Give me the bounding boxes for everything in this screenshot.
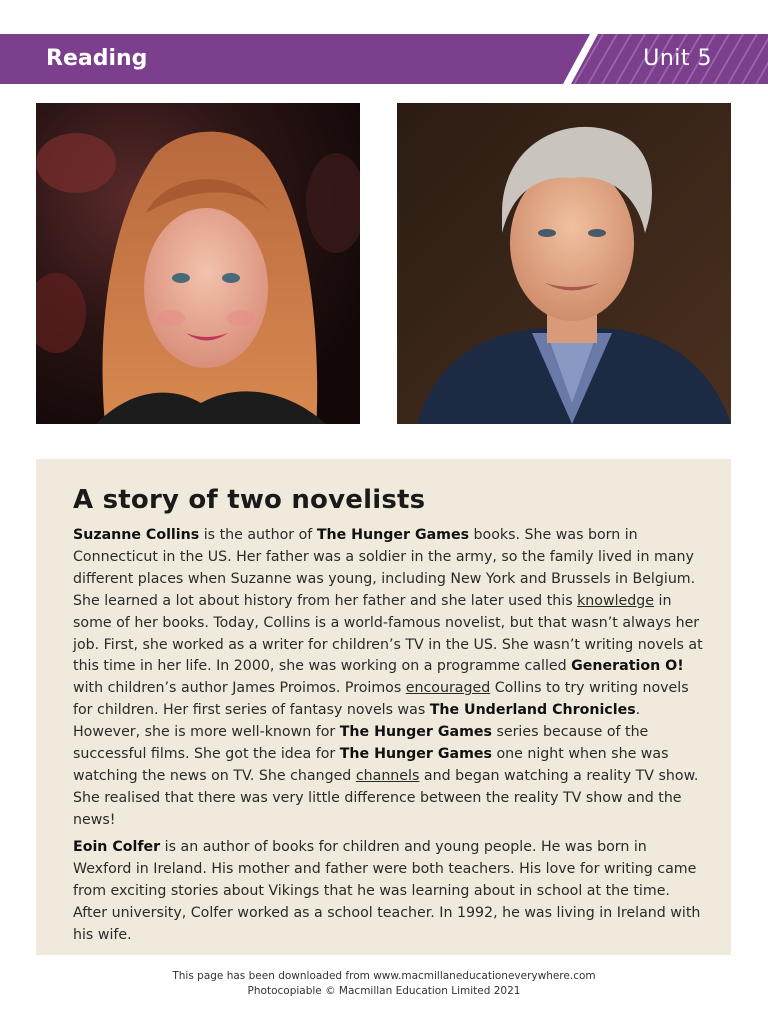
- book-title: The Hunger Games: [339, 746, 492, 763]
- unit-label: Unit 5: [643, 46, 712, 71]
- copyright-notice: Photocopiable © Macmillan Education Limited 2021: [247, 984, 521, 997]
- article-paragraph-collins: [73, 525, 703, 832]
- author-name: Eoin Colfer: [73, 839, 161, 855]
- section-title: Reading: [46, 46, 148, 71]
- book-title: The Hunger Games: [316, 527, 470, 543]
- vocabulary-word: knowledge: [577, 592, 654, 609]
- article-panel: [36, 459, 731, 955]
- text-span: Collins to try writing novels for children. Her first series of fantasy novels was: [73, 680, 689, 719]
- text-span: and began watching a reality TV show. She realised that there was very little difference between the reality TV show and the news!: [73, 767, 699, 828]
- header-bar: [0, 34, 768, 84]
- portrait-woman-icon: [36, 103, 360, 424]
- vocabulary-word: channels: [355, 767, 420, 784]
- text-span: is the author of: [199, 527, 317, 543]
- text-span: in some of her books. Today, Collins is a world-famous novelist, but that wasn’t always her job. First, she worked as a writer for children’s TV in the US. She wasn’t writing novels at this time in her life. In 2000, she was working on a programme called: [73, 592, 703, 675]
- text-span: with children’s author James Proimos. Proimos: [73, 680, 406, 697]
- download-notice: This page has been downloaded from www.macmillaneducationeverywhere.com: [172, 970, 596, 982]
- portrait-man-icon: [397, 103, 731, 424]
- text-span: one night when she was watching the news on TV. She changed: [73, 746, 669, 784]
- article-paragraph-colfer: [73, 837, 703, 947]
- text-span: books. She was born in Connecticut in the US. Her father was a soldier in the army, so the family lived in many different places when Suzanne was young, including New York and Brussels in Belgium. She learned a lot about history from her father and she later used this: [73, 527, 696, 609]
- page-footer: [0, 969, 768, 998]
- photo-eoin-colfer: [397, 103, 731, 424]
- text-span: series because of the successful films. She got the idea for: [73, 724, 649, 763]
- vocabulary-word: encouraged: [405, 680, 491, 697]
- article-title: A story of two novelists: [73, 485, 426, 515]
- text-span: is an author of books for children and young people. He was born in Wexford in Ireland. His mother and father were both teachers. His love for writing came from exciting stories about Vikings that he was learning about in school at the time. After university, Colfer worked as a school teacher. In 1992, he was living in Ireland with his wife.: [73, 839, 701, 943]
- programme-title: Generation O!: [571, 658, 684, 675]
- text-span: . However, she is more well-known for: [73, 702, 641, 741]
- book-title: The Hunger Games: [339, 724, 492, 741]
- book-title: The Underland Chronicles: [429, 702, 636, 719]
- photo-suzanne-collins: [36, 103, 360, 424]
- author-name: Suzanne Collins: [73, 527, 200, 543]
